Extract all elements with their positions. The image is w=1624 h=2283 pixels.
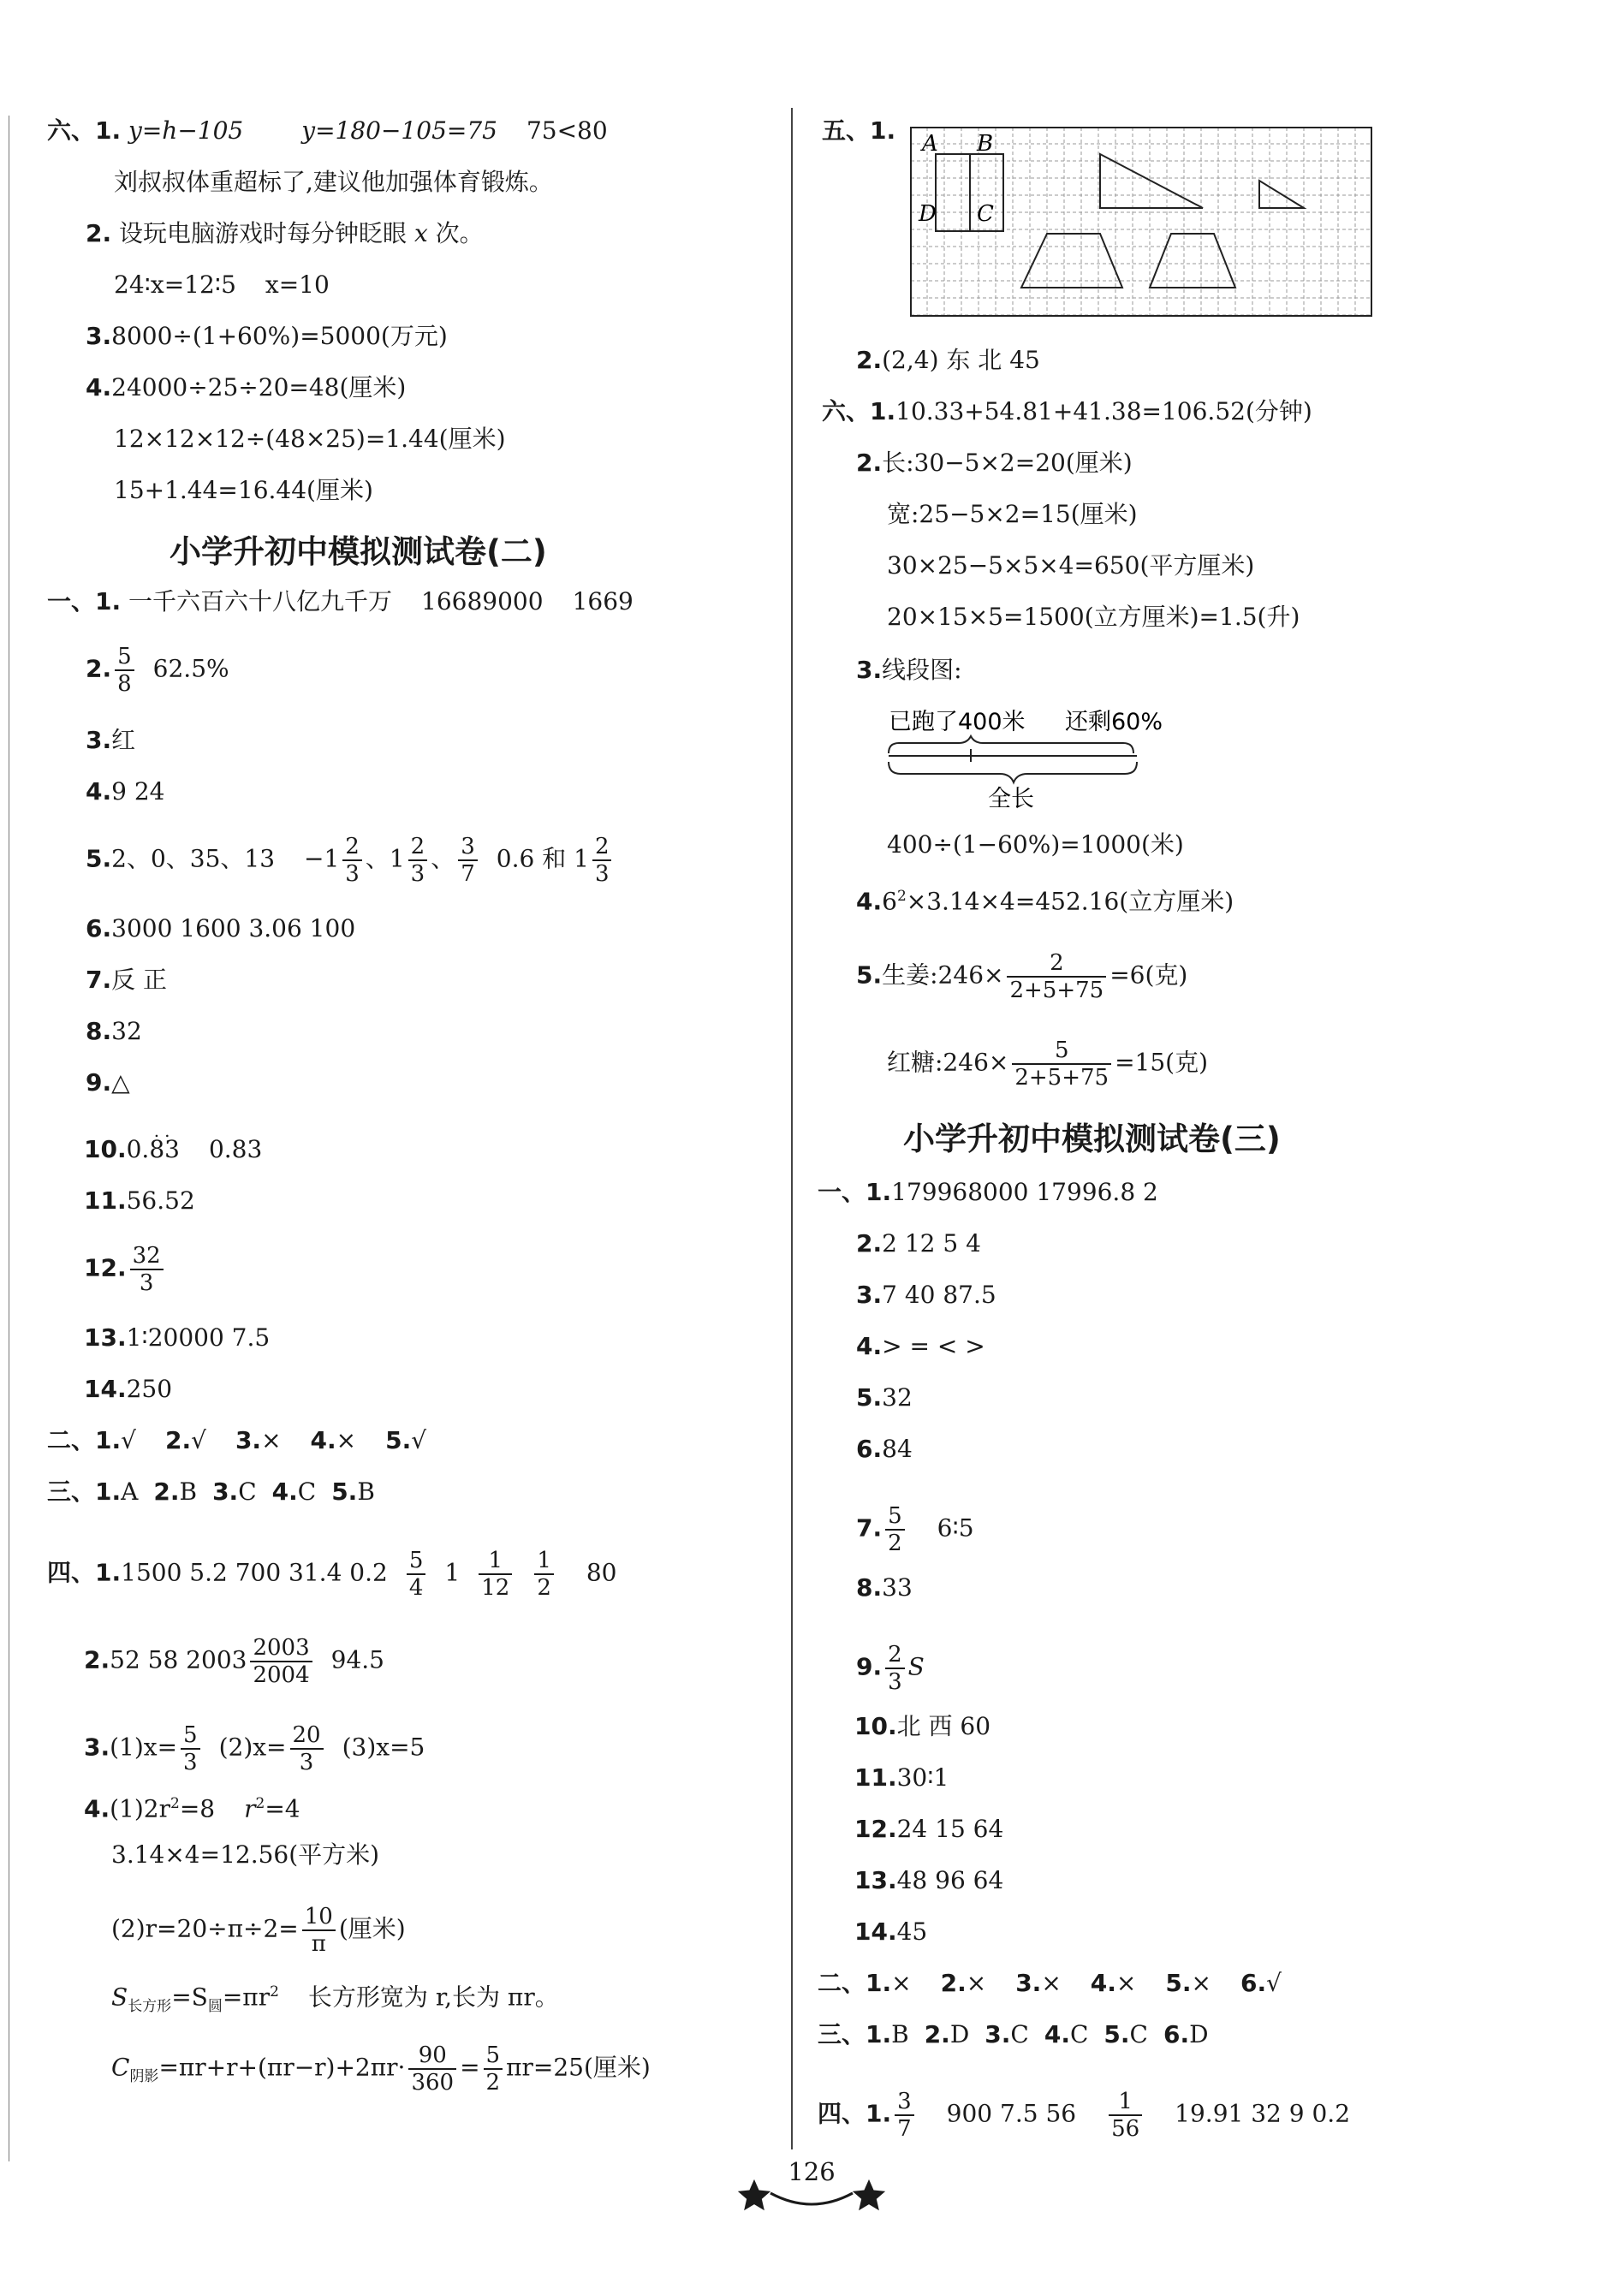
trapezoid-right [1150, 234, 1235, 288]
fraction: $\frac{2}{2+5+75}$ [1007, 950, 1106, 1003]
answer-line: 24∶x=12∶5 x=10 [114, 271, 330, 299]
fraction: $\frac{1}{2}$ [534, 1548, 554, 1601]
answer-line: $4.6^2\times 3.14\times 4=452.16$(立方厘米) [856, 887, 1234, 916]
answer-line: 12.24 15 64 [854, 1815, 1004, 1843]
page-number: 126 [788, 2157, 836, 2186]
fraction: $\frac{2003}{2004}$ [250, 1635, 312, 1688]
fraction: $\frac{5}{3}$ [181, 1722, 200, 1775]
answer-line: 四、1.1500 5.2 700 31.4 0.2 $\frac{5}{4}$ 1 $\frac{1}{12}$ $\frac{1}{2}$ 80 [47, 1548, 617, 1601]
answer-line: 6.84 [856, 1435, 913, 1463]
answer-line: 2.2 12 5 4 [856, 1229, 981, 1257]
grid-label-d: D [919, 201, 937, 227]
answer-line: 9. $\frac{2}{3}$ S [856, 1642, 925, 1695]
grid-label-c: C [977, 201, 994, 227]
answer-line: 3.红 [86, 726, 136, 754]
answer-line: 二、1.× 2.× 3.× 4.× 5.× 6.√ [818, 1969, 1282, 1997]
answer-line: $S_{长方形}=S_圆=\pi r^2$ 长方形宽为 r,长为 πr。 [111, 1983, 559, 2015]
square-abcd-inner [936, 154, 970, 231]
answer-line: 7. $\frac{5}{2}$ 6∶5 [856, 1503, 974, 1556]
answer-line: 2. 设玩电脑游戏时每分钟眨眼 x 次。 [86, 219, 484, 247]
answer-line: 3.7 40 87.5 [856, 1281, 996, 1309]
answer-line: 2.(2,4) 东 北 45 [856, 346, 1040, 374]
answer-line: 刘叔叔体重超标了,建议他加强体育锻炼。 [114, 168, 553, 196]
answer-line: 7.反 正 [86, 966, 168, 994]
answer-line: 11.56.52 [84, 1186, 195, 1215]
answer-line: 五、1. [822, 116, 896, 145]
answer-line: 5.2、0、35、13 −1 $\frac{2}{3}$ 、1 $\frac{2}{3}$ 、 $\frac{3}{7}$ 0.6 和 1 $\frac{2}{3}$ [86, 834, 615, 887]
answer-line: 20×15×5=1500(立方厘米)=1.5(升) [887, 603, 1300, 631]
answer-line: 一、1. 一千六百六十八亿九千万 16689000 1669 [47, 587, 634, 615]
fraction: $\frac{3}{7}$ [895, 2089, 914, 2142]
fraction: $\frac{2}{3}$ [885, 1642, 905, 1695]
answer-line: 二、1.√ 2.√ 3.× 4.× 5.√ [47, 1426, 427, 1454]
answer-line: 5.32 [856, 1383, 913, 1412]
answer-line: 六、1.10.33+54.81+41.38=106.52(分钟) [822, 397, 1312, 425]
answer-line: 5.生姜:246× $\frac{2}{2+5+75}$ =6(克) [856, 950, 1188, 1003]
grid-label-b: B [977, 131, 994, 157]
fraction: $\frac{1}{56}$ [1109, 2089, 1142, 2142]
answer-line: 宽:25−5×2=15(厘米) [887, 500, 1138, 528]
answer-line: $4.(1)2r^2=8$ $r^2=4$ [84, 1794, 300, 1823]
answer-line: 三、1.A 2.B 3.C 4.C 5.B [47, 1477, 375, 1506]
repeating-decimal: .. 83 [149, 1121, 180, 1163]
answer-line: 4.24000÷25÷20=48(厘米) [86, 373, 407, 401]
answer-line: $C_{阴影}=\pi r+r+(\pi r-r)+2\pi r\cdot$ $\frac{90}{360}$ = $\frac{5}{2}$ πr=25(厘米) [111, 2042, 651, 2096]
answer-line: 2.52 58 2003 $\frac{2003}{2004}$ 94.5 [84, 1635, 384, 1688]
fraction: $\frac{1}{12}$ [479, 1548, 512, 1601]
answer-line: 3.(1)x= $\frac{5}{3}$ (2)x= $\frac{20}{3}$ (3)x=5 [84, 1722, 425, 1775]
segment-diagram [882, 702, 1173, 813]
answer-line: 六、1. y=h−105 y=180−105=75 75<80 [47, 116, 608, 145]
answer-line: 14.45 [854, 1917, 928, 1946]
answer-line: 3.线段图: [856, 656, 962, 684]
grid-label-a: A [922, 131, 938, 157]
answer-line: 13.1∶20000 7.5 [84, 1323, 271, 1352]
answer-line: 4.> = < > [856, 1332, 985, 1360]
segment-label-ran: 已跑了400米 [889, 709, 1026, 735]
answer-line: 13.48 96 64 [854, 1866, 1004, 1894]
fraction: $\frac{5}{4}$ [407, 1548, 426, 1601]
grid-figure [910, 127, 1372, 317]
fraction: $\frac{2}{3}$ [342, 834, 362, 887]
answer-line: 14.250 [84, 1375, 173, 1403]
section-title: 小学升初中模拟测试卷(三) [903, 1121, 1281, 1157]
answer-line: 3.8000÷(1+60%)=5000(万元) [86, 322, 448, 350]
answer-line: 4.9 24 [86, 777, 165, 806]
small-triangle [1259, 181, 1304, 208]
answer-line: 四、1. $\frac{3}{7}$ 900 7.5 56 $\frac{1}{56}$ 19.91 32 9 0.2 [818, 2089, 1351, 2142]
answer-line: 12×12×12÷(48×25)=1.44(厘米) [114, 425, 506, 453]
answer-line: 6.3000 1600 3.06 100 [86, 914, 356, 942]
fraction: $\frac{5}{2+5+75}$ [1012, 1037, 1111, 1091]
fraction: $\frac{10}{\pi}$ [302, 1904, 336, 1957]
brace-bottom [889, 762, 1137, 782]
segment-label-left: 还剩60% [1065, 709, 1163, 735]
answer-line: 10.北 西 60 [854, 1712, 991, 1740]
answer-line: (2)r=20÷π÷2= $\frac{10}{\pi}$ (厘米) [111, 1904, 406, 1957]
fraction: $\frac{5}{2}$ [484, 2042, 503, 2096]
answer-line: 红糖:246× $\frac{5}{2+5+75}$ =15(克) [887, 1037, 1209, 1091]
fraction: $\frac{3}{7}$ [458, 834, 478, 887]
section-title: 小学升初中模拟测试卷(二) [170, 533, 547, 570]
fraction: $\frac{20}{3}$ [290, 1722, 324, 1775]
answer-line: 15+1.44=16.44(厘米) [114, 476, 373, 504]
page-footer [726, 2157, 897, 2217]
answer-line: 一、1.179968000 17996.8 2 [818, 1178, 1158, 1206]
answer-line: 12. $\frac{32}{3}$ [84, 1243, 167, 1296]
answer-line: 三、1.B 2.D 3.C 4.C 5.C 6.D [818, 2020, 1209, 2048]
star-icon [849, 2176, 889, 2215]
answer-line: 3.14×4=12.56(平方米) [111, 1840, 380, 1869]
fraction: $\frac{2}{3}$ [592, 834, 612, 887]
fraction: $\frac{2}{3}$ [408, 834, 428, 887]
fraction: $\frac{32}{3}$ [130, 1243, 164, 1296]
answer-line: 30×25−5×5×4=650(平方厘米) [887, 551, 1255, 580]
answer-line: 9.△ [86, 1068, 130, 1097]
segment-label-total: 全长 [988, 786, 1034, 812]
answer-line: 2. $\frac{5}{8}$ 62.5% [86, 644, 229, 697]
column-divider [791, 108, 793, 2149]
answer-line: 8.33 [856, 1573, 913, 1602]
answer-line: 8.32 [86, 1017, 142, 1045]
trapezoid-left [1021, 234, 1122, 288]
answer-line: 400÷(1−60%)=1000(米) [887, 830, 1184, 859]
brace-top [889, 736, 1133, 753]
fraction: $\frac{90}{360}$ [408, 2042, 456, 2096]
fraction: $\frac{5}{8}$ [115, 644, 134, 697]
fraction: $\frac{5}{2}$ [885, 1503, 905, 1556]
answer-line: 10.0. .. 83 0.83 [84, 1121, 263, 1163]
answer-line: 2.长:30−5×2=20(厘米) [856, 449, 1133, 477]
swoosh-icon [769, 2186, 854, 2212]
answer-line: 11.30∶1 [854, 1763, 949, 1792]
